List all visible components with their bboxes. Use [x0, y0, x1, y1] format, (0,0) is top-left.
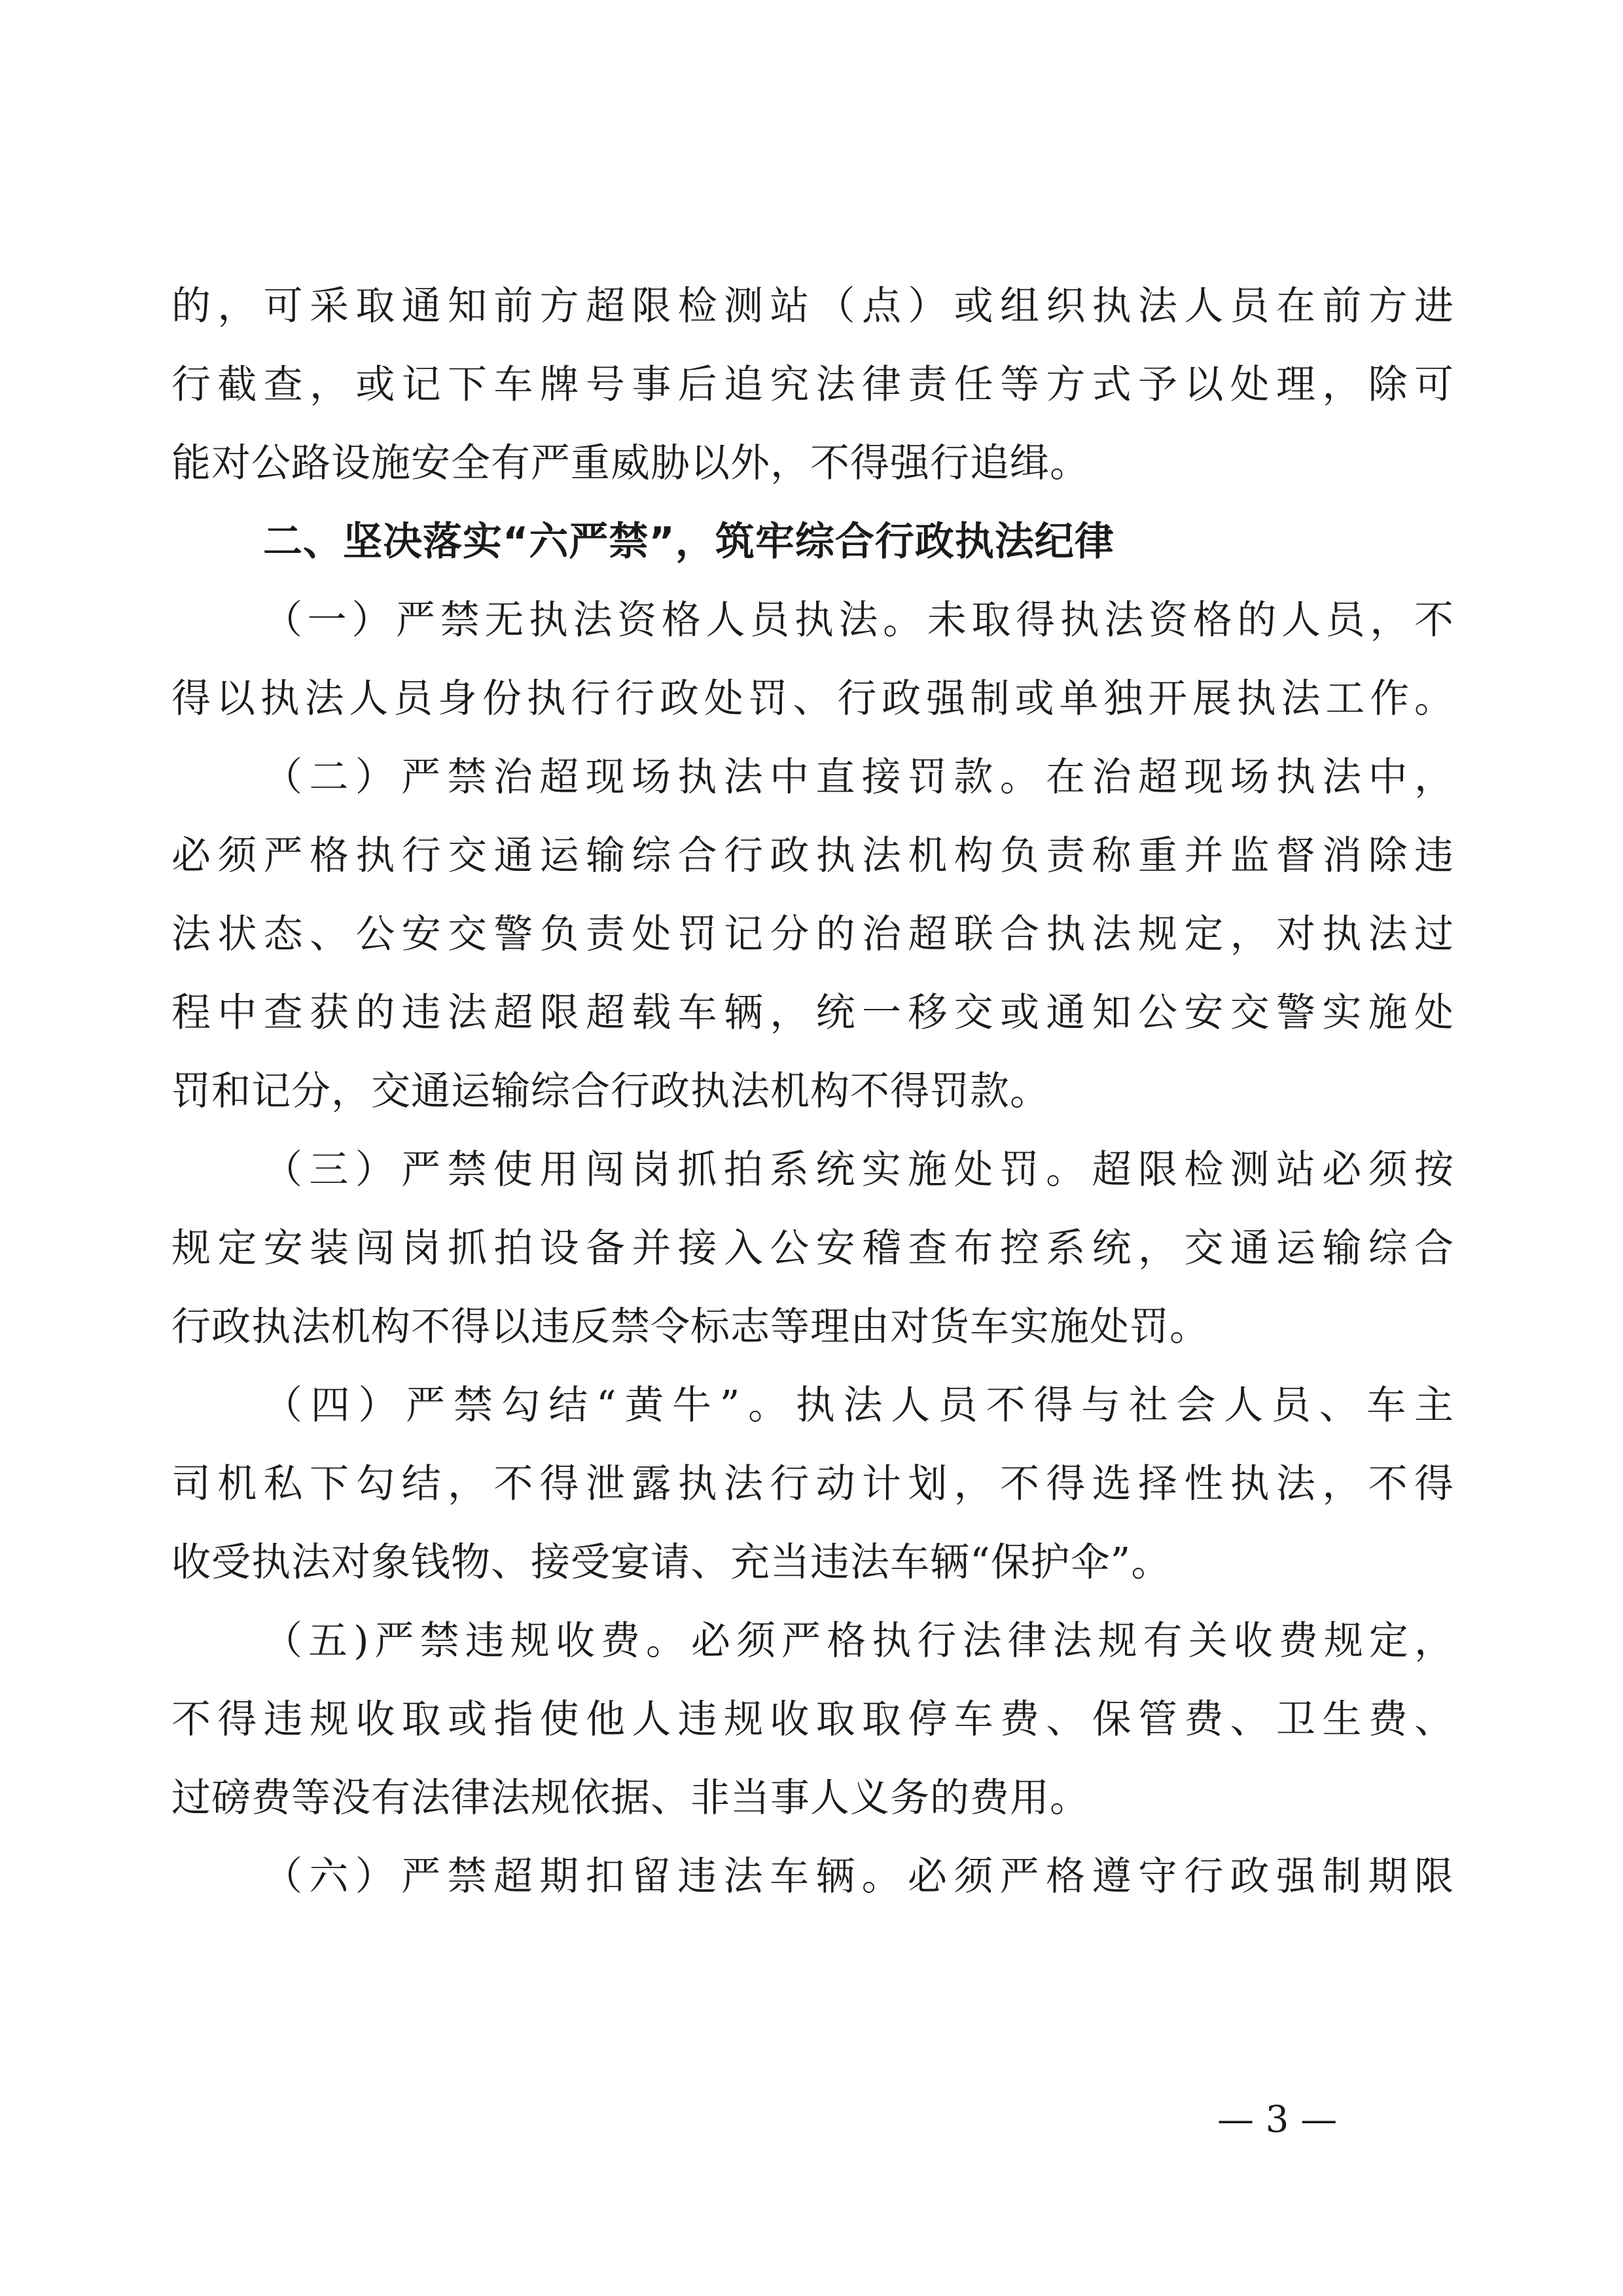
body-line: （一）严禁无执法资格人员执法。未取得执法资格的人员，不 — [263, 597, 1454, 643]
body-line: （五)严禁违规收费。必须严格执行法律法规有关收费规定， — [263, 1618, 1454, 1664]
body-line: （三）严禁使用闯岗抓拍系统实施处罚。超限检测站必须按 — [263, 1147, 1454, 1193]
body-line: 的，可采取通知前方超限检测站（点）或组织执法人员在前方进 — [171, 283, 1454, 329]
body-line: 收受执法对象钱物、接受宴请、充当违法车辆“保护伞”。 — [171, 1540, 1171, 1585]
body-line: 司机私下勾结，不得泄露执法行动计划，不得选择性执法，不得 — [171, 1461, 1454, 1507]
body-line: 罚和记分，交通运输综合行政执法机构不得罚款。 — [171, 1069, 1050, 1114]
document-body — [171, 267, 1454, 1916]
body-line: 规定安装闯岗抓拍设备并接入公安稽查布控系统，交通运输综合 — [171, 1226, 1454, 1271]
section-heading: 二、坚决落实“六严禁”，筑牢综合行政执法纪律 — [263, 519, 1115, 565]
body-line: 得以执法人员身份执行行政处罚、行政强制或单独开展执法工作。 — [171, 676, 1454, 722]
body-line: 法状态、公安交警负责处罚记分的治超联合执法规定，对执法过 — [171, 911, 1454, 957]
body-line: 行政执法机构不得以违反禁令标志等理由对货车实施处罚。 — [171, 1304, 1209, 1350]
body-line: 程中查获的违法超限超载车辆，统一移交或通知公安交警实施处 — [171, 990, 1454, 1036]
body-line: 不得违规收取或指使他人违规收取取停车费、保管费、卫生费、 — [171, 1697, 1454, 1742]
body-line: （四）严禁勾结“黄牛”。执法人员不得与社会人员、车主 — [263, 1383, 1454, 1428]
body-line: （六）严禁超期扣留违法车辆。必须严格遵守行政强制期限 — [263, 1854, 1454, 1899]
body-line: 过磅费等没有法律法规依据、非当事人义务的费用。 — [171, 1775, 1090, 1821]
body-line: 能对公路设施安全有严重威胁以外，不得强行追缉。 — [171, 440, 1090, 486]
page-number: — 3 — — [1217, 2098, 1338, 2141]
body-line: 行截查，或记下车牌号事后追究法律责任等方式予以处理，除可 — [171, 362, 1454, 408]
body-line: 必须严格执行交通运输综合行政执法机构负责称重并监督消除违 — [171, 833, 1454, 879]
body-line: （二）严禁治超现场执法中直接罚款。在治超现场执法中， — [263, 754, 1454, 800]
